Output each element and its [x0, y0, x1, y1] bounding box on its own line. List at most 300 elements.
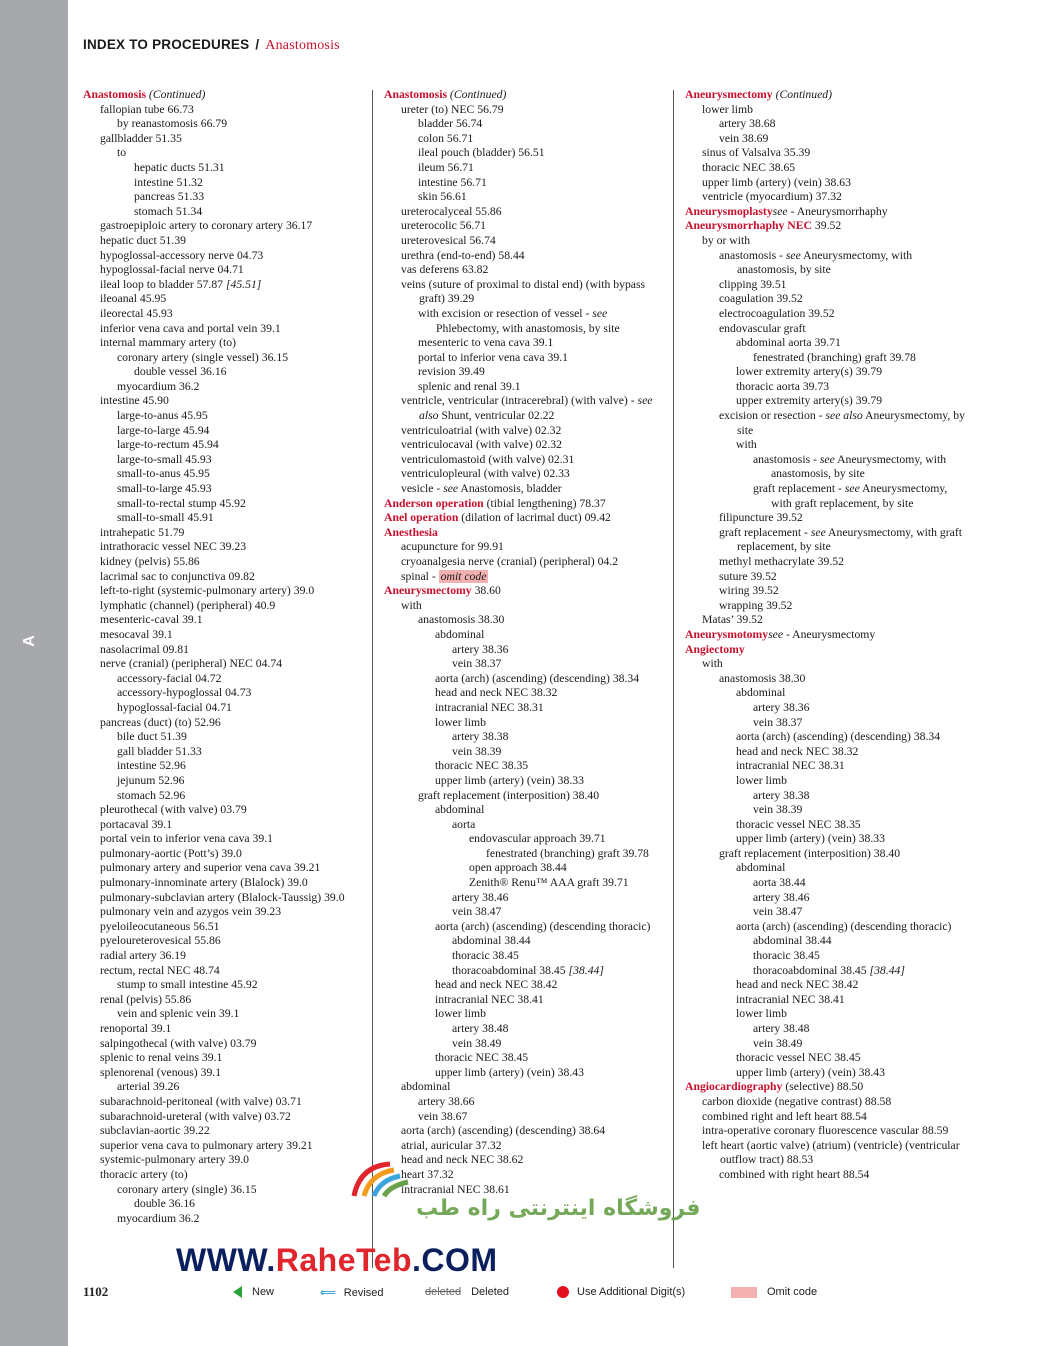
entry-text: small-to-large 45.93: [117, 482, 212, 496]
entry-text: head and neck NEC 38.32: [435, 686, 558, 700]
entry-text: inferior vena cava and portal vein 39.1: [100, 321, 281, 335]
index-entry: [685, 1139, 965, 1168]
entry-text: electrocoagulation 39.52: [719, 306, 835, 320]
legend-deleted: [425, 1286, 509, 1298]
index-entry: [83, 1110, 363, 1125]
index-entry: [685, 307, 965, 322]
index-entry: [384, 1124, 664, 1139]
entry-text: gall bladder 51.33: [117, 744, 202, 758]
entry-text: intestine 56.71: [418, 175, 487, 189]
entry-text: portal to inferior vena cava 39.1: [418, 350, 568, 364]
entry-text: abdominal: [736, 861, 786, 875]
index-entry: [685, 555, 965, 570]
legend-additional-digit-label: Use Additional Digit(s): [577, 1286, 686, 1298]
entry-text: upper extremity artery(s) 39.79: [736, 394, 883, 408]
index-entry: [685, 453, 965, 482]
index-entry: [685, 394, 965, 409]
entry-text: renoportal 39.1: [100, 1022, 172, 1035]
index-entry: [685, 686, 965, 701]
entry-text: graft replacement (interposition) 38.40: [719, 846, 901, 860]
entry-text: ventricle (myocardium) 37.32: [702, 190, 842, 204]
entry-text: graft replacement -: [753, 482, 845, 496]
index-entry: [685, 745, 965, 760]
section-letter: A: [20, 635, 38, 647]
entry-text: see also: [825, 409, 863, 423]
index-entry: [384, 103, 664, 118]
index-entry: [384, 803, 664, 818]
index-entry: [83, 409, 363, 424]
index-main-term: [685, 643, 965, 658]
entry-text: superior vena cava to pulmonary artery 39.21: [100, 1138, 313, 1152]
entry-text: thoracic artery (to): [100, 1167, 188, 1181]
entry-text: abdominal 38.44: [452, 934, 531, 948]
entry-text: double vessel 36.16: [134, 365, 227, 379]
entry-text: Aneurysmectomy: [685, 88, 776, 101]
index-entry: [685, 701, 965, 716]
index-entry: [83, 438, 363, 453]
index-entry: [83, 643, 363, 658]
entry-text: see: [592, 306, 608, 320]
index-entry: [384, 1080, 664, 1095]
entry-text: aorta 38.44: [753, 876, 806, 890]
index-entry: [685, 949, 965, 964]
index-entry: [384, 774, 664, 789]
entry-text: myocardium 36.2: [117, 379, 200, 393]
index-entry: [685, 322, 965, 337]
entry-text: graft replacement -: [719, 525, 811, 539]
legend-revised: [320, 1286, 384, 1299]
index-entry: [83, 307, 363, 322]
entry-text: mesocaval 39.1: [100, 627, 173, 641]
index-entry: [83, 205, 363, 220]
index-entry: [83, 365, 363, 380]
index-entry: [83, 584, 363, 599]
entry-text: artery 38.46: [452, 890, 509, 904]
index-entry: [384, 146, 664, 161]
index-entry: [685, 584, 965, 599]
entry-text: vein 38.39: [753, 803, 803, 817]
index-entry: [384, 234, 664, 249]
entry-text: see: [810, 525, 826, 539]
entry-text: left heart (aortic valve) (atrium) (ventricle) (ventricular outflow tract) 88.53: [702, 1138, 960, 1167]
index-entry: [685, 438, 965, 453]
entry-text: endovascular approach 39.71: [469, 832, 606, 846]
entry-text: coagulation 39.52: [719, 292, 803, 306]
index-entry: [83, 1153, 363, 1168]
index-entry: [384, 438, 664, 453]
index-entry: [685, 613, 965, 628]
entry-text: lymphatic (channel) (peripheral) 40.9: [100, 598, 276, 612]
index-entry: [384, 336, 664, 351]
index-entry: [384, 482, 664, 497]
entry-text: lacrimal sac to conjunctiva 09.82: [100, 569, 255, 583]
entry-text: Angiocardiography: [685, 1080, 783, 1094]
index-entry: [83, 1139, 363, 1154]
index-entry: [685, 190, 965, 205]
entry-text: aorta (arch) (ascending) (descending) 38.34: [736, 730, 941, 744]
entry-text: systemic-pulmonary artery 39.0: [100, 1153, 249, 1167]
index-main-term: [83, 88, 363, 103]
entry-text: lower limb: [736, 1007, 787, 1021]
index-entry: [685, 365, 965, 380]
entry-text: rectum, rectal NEC 48.74: [100, 963, 220, 977]
index-entry: [83, 1066, 363, 1081]
index-entry: [685, 964, 965, 979]
index-entry: [685, 993, 965, 1008]
entry-text: Aneurysmectomy, with graft replacement, by site: [737, 525, 962, 554]
index-main-term: [685, 88, 965, 103]
index-entry: [685, 482, 965, 511]
entry-text: 38.60: [471, 584, 501, 598]
entry-text: Aneurysmectomy, with graft replacement, by site: [771, 482, 948, 510]
entry-text: pancreas (duct) (to) 52.96: [100, 715, 221, 729]
entry-text: vein 38.49: [753, 1036, 803, 1050]
legend-revised-label: Revised: [343, 1287, 384, 1299]
index-entry: [384, 643, 664, 658]
entry-text: artery 38.36: [753, 700, 810, 714]
entry-text: abdominal: [401, 1080, 451, 1094]
revised-arrow-icon: ⟸: [320, 1287, 336, 1299]
entry-text: large-to-rectum 45.94: [117, 438, 219, 452]
entry-text: with: [401, 598, 422, 612]
index-entry: [685, 176, 965, 191]
index-entry: [384, 176, 664, 191]
entry-text: lower limb: [435, 1007, 486, 1021]
entry-text: see: [785, 248, 801, 262]
index-main-term: [685, 219, 965, 234]
entry-text: Shunt, ventricular 02.22: [438, 409, 555, 423]
index-entry: [384, 1066, 664, 1081]
index-entry: [83, 949, 363, 964]
index-entry: [83, 993, 363, 1008]
index-entry: [384, 730, 664, 745]
watermark-url-brand: RaheTeb: [275, 1242, 412, 1278]
index-entry: [83, 351, 363, 366]
entry-text: left-to-right (systemic-pulmonary artery) 39.0: [100, 584, 315, 598]
entry-text: ureter (to) NEC 56.79: [401, 102, 504, 116]
entry-text: mesenteric-caval 39.1: [100, 613, 203, 627]
entry-text: vein 38.39: [452, 744, 502, 758]
entry-text: lower limb: [736, 773, 787, 787]
new-triangle-icon: [233, 1286, 242, 1298]
index-entry: [384, 657, 664, 672]
entry-text: Anesthesia: [384, 525, 438, 539]
index-entry: [685, 599, 965, 614]
entry-text: nerve (cranial) (peripheral) NEC 04.74: [100, 657, 283, 671]
entry-text: see also: [419, 394, 653, 423]
index-entry: [83, 249, 363, 264]
entry-text: jejunum 52.96: [117, 773, 185, 787]
index-entry: [83, 891, 363, 906]
entry-text: hypoglossal-facial nerve 04.71: [100, 263, 244, 277]
index-entry: [685, 934, 965, 949]
entry-text: Anastomosis: [83, 88, 149, 101]
entry-text: gallbladder 51.35: [100, 131, 182, 145]
entry-text: renal (pelvis) 55.86: [100, 992, 192, 1006]
watermark-url: [176, 1242, 498, 1279]
index-entry: [83, 278, 363, 293]
index-entry: [384, 891, 664, 906]
entry-text: artery 38.36: [452, 642, 509, 656]
index-entry: [685, 847, 965, 862]
index-entry: [83, 1124, 363, 1139]
entry-text: vein and splenic vein 39.1: [117, 1007, 240, 1021]
index-entry: [384, 263, 664, 278]
header-title: INDEX TO PROCEDURES: [83, 37, 250, 52]
index-entry: [384, 117, 664, 132]
entry-text: lower extremity artery(s) 39.79: [736, 365, 883, 379]
index-entry: [384, 219, 664, 234]
page-number: 1102: [83, 1284, 109, 1299]
entry-text: abdominal 38.44: [753, 934, 832, 948]
index-entry: [384, 1051, 664, 1066]
header-separator: /: [255, 37, 260, 52]
entry-text: anastomosis 38.30: [719, 671, 806, 685]
entry-text: Aneurysmorrhaphy: [796, 204, 888, 218]
index-entry: [83, 613, 363, 628]
entry-text: kidney (pelvis) 55.86: [100, 555, 200, 568]
entry-text: Anastomosis, bladder: [458, 482, 562, 496]
index-entry: [384, 1139, 664, 1154]
index-entry: [83, 759, 363, 774]
index-entry: [685, 730, 965, 745]
index-entry: [83, 292, 363, 307]
entry-text: head and neck NEC 38.62: [401, 1153, 524, 1167]
index-entry: [384, 540, 664, 555]
index-entry: [384, 1037, 664, 1052]
entry-text: (selective) 88.50: [782, 1080, 864, 1094]
entry-text: ventriculoatrial (with valve) 02.32: [401, 423, 562, 437]
entry-text: Aneurysmectomy, with anastomosis, by site: [737, 248, 913, 277]
entry-text: abdominal: [736, 686, 786, 700]
entry-text: Aneurysmectomy: [792, 627, 876, 641]
entry-text: with: [736, 438, 757, 452]
index-entry: [685, 716, 965, 731]
entry-text: skin 56.61: [418, 190, 467, 204]
entry-text: Aneurysmorrhaphy NEC: [685, 219, 812, 233]
entry-text: carbon dioxide (negative contrast) 88.58: [702, 1094, 892, 1108]
entry-text: large-to-large 45.94: [117, 423, 210, 437]
entry-text: excision or resection -: [719, 409, 826, 423]
entry-text: subclavian-aortic 39.22: [100, 1124, 210, 1138]
index-entry: [685, 132, 965, 147]
entry-text: see: [844, 482, 860, 496]
legend-additional-digit: [557, 1286, 685, 1298]
index-entry: [384, 249, 664, 264]
entry-text: vein 38.67: [418, 1109, 468, 1123]
entry-text: stomach 51.34: [134, 204, 203, 218]
entry-text: ureterocalyceal 55.86: [401, 204, 502, 218]
entry-text: thoracic aorta 39.73: [736, 379, 830, 393]
index-entry: [384, 905, 664, 920]
index-entry: [384, 453, 664, 468]
entry-text: intrahepatic 51.79: [100, 525, 185, 539]
index-entry: [83, 190, 363, 205]
entry-text: abdominal: [435, 627, 485, 641]
index-entry: [83, 1022, 363, 1037]
index-entry: [83, 847, 363, 862]
entry-text: vein 38.37: [452, 657, 502, 671]
column-divider: [372, 90, 373, 1268]
index-entry: [685, 832, 965, 847]
index-entry: [384, 307, 664, 336]
entry-text: pulmonary artery and superior vena cava 39.21: [100, 861, 321, 875]
entry-text: anastomosis 38.30: [418, 613, 505, 627]
index-entry: [384, 132, 664, 147]
index-entry: [384, 380, 664, 395]
entry-text: pulmonary-aortic (Pott’s) 39.0: [100, 846, 242, 860]
entry-text: splenic to renal veins 39.1: [100, 1051, 223, 1065]
entry-text: ventriculocaval (with valve) 02.32: [401, 438, 562, 452]
index-entry: [83, 716, 363, 731]
entry-text: (tibial lengthening) 78.37: [483, 496, 606, 510]
entry-text: pulmonary-subclavian artery (Blalock-Taussig) 39.0: [100, 890, 345, 904]
entry-text: pancreas 51.33: [134, 190, 205, 204]
entry-text: upper limb (artery) (vein) 38.33: [435, 773, 584, 787]
entry-text: pyeloileocutaneous 56.51: [100, 919, 220, 933]
watermark-persian: فروشگاه اینترنتی راه طب: [416, 1196, 701, 1221]
entry-text: anastomosis -: [753, 452, 820, 466]
header-section: Anastomosis: [265, 38, 340, 53]
entry-text: urethra (end-to-end) 58.44: [401, 248, 525, 262]
entry-text: upper limb (artery) (vein) 38.33: [736, 832, 885, 846]
index-entry: [384, 570, 664, 585]
index-entry: [685, 1066, 965, 1081]
entry-text: anastomosis -: [719, 248, 786, 262]
entry-text: stomach 52.96: [117, 788, 186, 802]
index-entry: [83, 905, 363, 920]
index-entry: [384, 467, 664, 482]
index-entry: [83, 424, 363, 439]
entry-text: thoracic vessel NEC 38.45: [736, 1051, 861, 1065]
index-entry: [83, 453, 363, 468]
index-entry: [83, 861, 363, 876]
entry-text: artery 38.66: [418, 1094, 475, 1108]
index-entry: [685, 278, 965, 293]
index-entry: [83, 176, 363, 191]
entry-text: thoracic 38.45: [753, 949, 820, 963]
entry-text: sinus of Valsalva 35.39: [702, 146, 811, 160]
entry-text: bile duct 51.39: [117, 730, 187, 744]
entry-text: Zenith® Renu™ AAA graft 39.71: [469, 876, 629, 890]
entry-text: by reanastomosis 66.79: [117, 117, 228, 131]
index-entry: [83, 964, 363, 979]
entry-text: head and neck NEC 38.42: [736, 978, 859, 992]
index-entry: [83, 146, 363, 161]
index-main-term: [384, 511, 664, 526]
index-entry: [83, 540, 363, 555]
index-entry: [384, 555, 664, 570]
index-entry: [685, 234, 965, 249]
index-entry: [83, 745, 363, 760]
entry-text: Anderson operation: [384, 496, 484, 510]
index-entry: [83, 526, 363, 541]
legend-deleted-label: Deleted: [471, 1286, 510, 1298]
entry-text: artery 38.46: [753, 890, 810, 904]
index-entry: [83, 511, 363, 526]
entry-text: (dilation of lacrimal duct) 09.42: [458, 511, 611, 525]
entry-text: coronary artery (single) 36.15: [117, 1182, 257, 1196]
entry-text: hepatic duct 51.39: [100, 233, 187, 247]
entry-text: thoracic 38.45: [452, 949, 519, 963]
entry-text: lower limb: [435, 715, 486, 729]
entry-text: Aneurysmectomy, by site: [737, 409, 965, 437]
watermark-logo-icon: [350, 1160, 430, 1200]
entry-text: fallopian tube 66.73: [100, 102, 194, 116]
index-entry: [83, 132, 363, 147]
entry-text: vein 38.69: [719, 131, 769, 145]
index-entry: [384, 934, 664, 949]
entry-text: accessory-hypoglossal 04.73: [117, 686, 252, 700]
entry-text: intracranial NEC 38.41: [736, 992, 845, 1006]
entry-text: pleurothecal (with valve) 03.79: [100, 803, 247, 817]
entry-text: Matas’ 39.52: [702, 613, 763, 627]
index-entry: [83, 657, 363, 672]
index-entry: [685, 978, 965, 993]
entry-text: accessory-facial 04.72: [117, 671, 222, 685]
entry-text: suture 39.52: [719, 569, 777, 583]
index-entry: [384, 745, 664, 760]
index-entry: [83, 818, 363, 833]
index-entry: [83, 234, 363, 249]
entry-text: combined with right heart 88.54: [719, 1167, 870, 1181]
index-entry: [83, 686, 363, 701]
index-entry: [384, 1022, 664, 1037]
index-entry: [83, 1007, 363, 1022]
entry-text: [38.44]: [568, 963, 604, 977]
entry-text: to: [117, 146, 127, 160]
entry-text: upper limb (artery) (vein) 38.43: [435, 1065, 584, 1079]
entry-text: hypoglossal-accessory nerve 04.73: [100, 248, 264, 262]
entry-text: intracranial NEC 38.31: [736, 759, 845, 773]
index-entry: [384, 701, 664, 716]
index-entry: [83, 672, 363, 687]
index-entry: [83, 161, 363, 176]
entry-text: pulmonary-innominate artery (Blalock) 39.0: [100, 876, 308, 890]
entry-text: intracranial NEC 38.61: [401, 1182, 510, 1196]
index-entry: [83, 701, 363, 716]
index-entry: [384, 978, 664, 993]
entry-text: Anastomosis: [384, 88, 450, 101]
index-entry: [384, 876, 664, 891]
entry-text: intestine 45.90: [100, 394, 169, 408]
entry-text: splenorenal (venous) 39.1: [100, 1065, 222, 1079]
entry-text: arterial 39.26: [117, 1080, 180, 1094]
index-entry: [685, 803, 965, 818]
entry-text: vein 38.49: [452, 1036, 502, 1050]
entry-text: aorta (arch) (ascending) (descending thoracic): [736, 919, 952, 933]
index-entry: [83, 978, 363, 993]
index-entry: [384, 1007, 664, 1022]
index-entry: [83, 467, 363, 482]
index-entry: [83, 1037, 363, 1052]
index-entry: [83, 832, 363, 847]
index-entry: [685, 1168, 965, 1183]
entry-text: hepatic ducts 51.31: [134, 160, 225, 174]
index-entry: [384, 832, 664, 847]
entry-text: bladder 56.74: [418, 117, 483, 131]
entry-text: subarachnoid-ureteral (with valve) 03.72: [100, 1109, 291, 1123]
index-entry: [83, 1168, 363, 1183]
entry-text: head and neck NEC 38.32: [736, 744, 859, 758]
entry-text: intra-operative coronary fluorescence vascular 88.59: [702, 1124, 949, 1138]
index-entry: [384, 861, 664, 876]
entry-text: atrial, auricular 37.32: [401, 1138, 502, 1152]
entry-text: -: [787, 204, 797, 218]
entry-text: gastroepiploic artery to coronary artery 36.17: [100, 219, 313, 233]
entry-text: [45.51]: [225, 277, 262, 291]
entry-text: Phlebectomy, with anastomosis, by site: [436, 321, 620, 335]
